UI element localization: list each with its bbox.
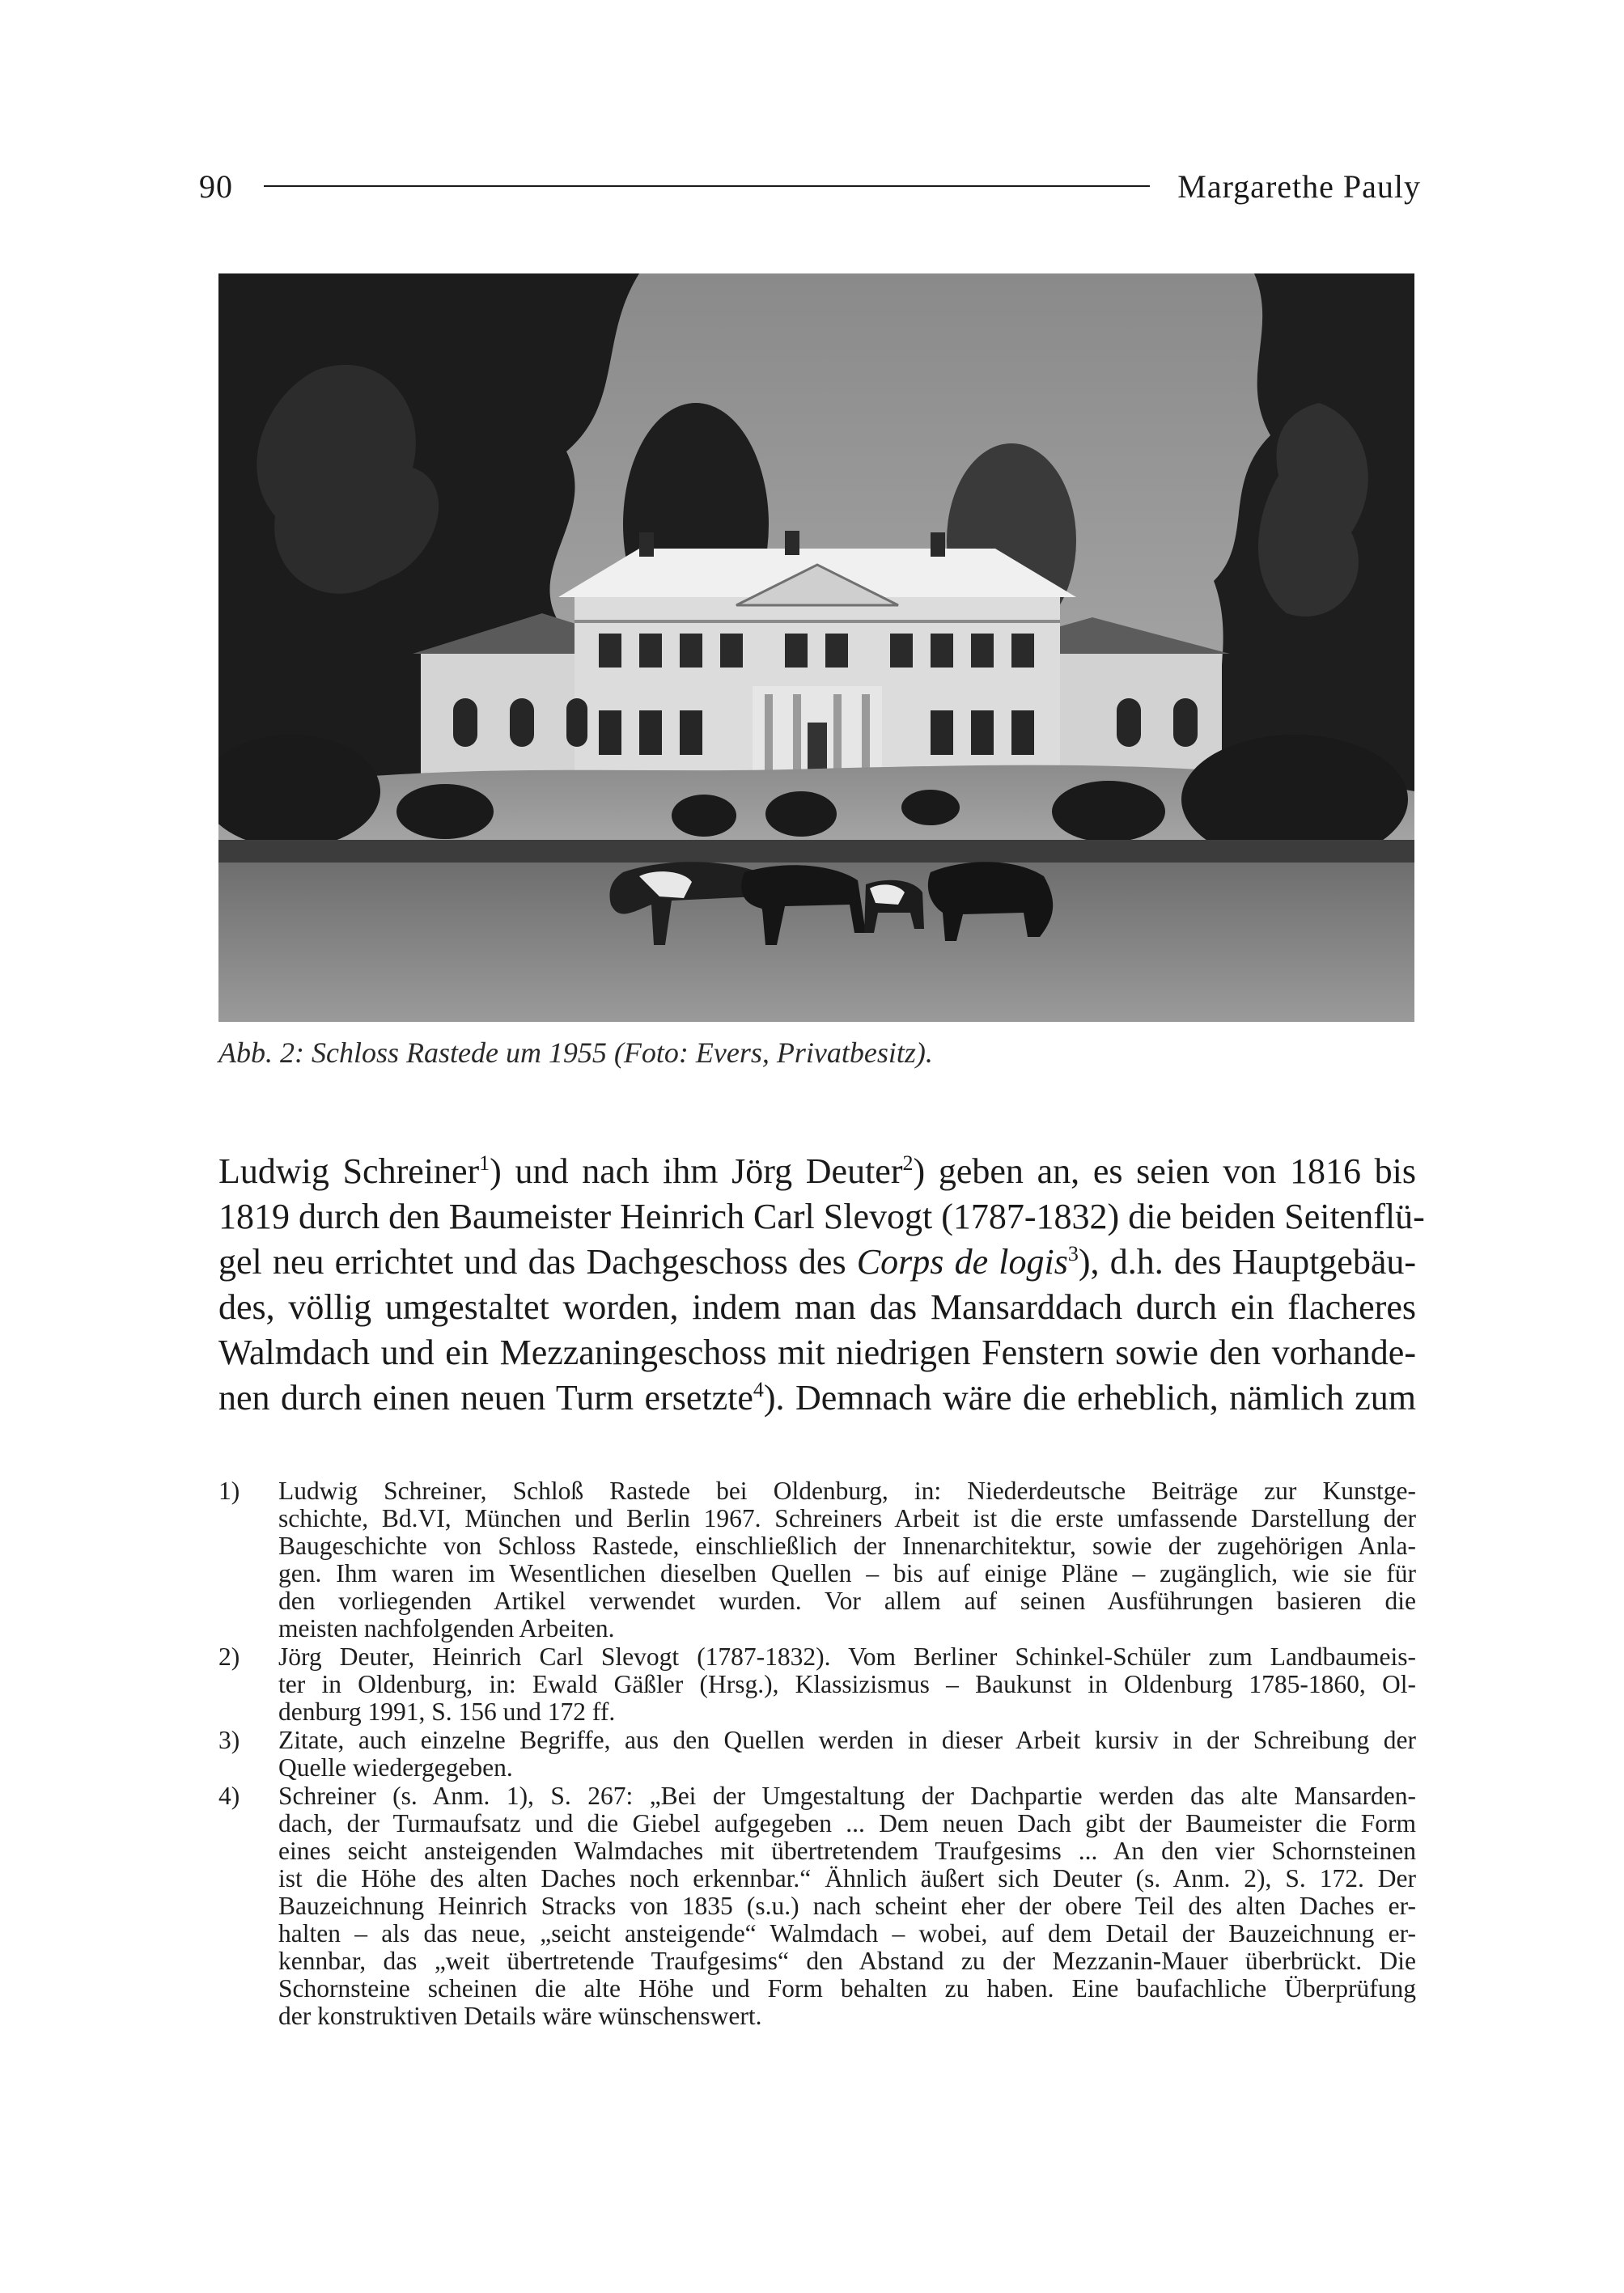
footnote-ref: 3: [1067, 1242, 1079, 1265]
footnote-line: schichte, Bd.VI, München und Berlin 1967. Schreiners Arbeit ist die erste umfassende Darstellung der: [278, 1504, 1416, 1532]
body-line: 1819 durch den Baumeister Heinrich Carl Slevogt (1787-1832) die beiden Seitenflü-: [218, 1197, 1425, 1236]
body-line: Walmdach und ein Mezzaningeschoss mit niedrigen Fenstern sowie den vorhande-: [218, 1333, 1416, 1372]
figure-caption: Abb. 2: Schloss Rastede um 1955 (Foto: Evers, Privatbesitz).: [218, 1036, 933, 1069]
footnote-ref: 4: [753, 1378, 764, 1401]
footnote-number: 3): [218, 1726, 240, 1754]
footnote-line: den vorliegenden Artikel verwendet wurden. Vor allem auf seinen Ausführungen basieren die: [278, 1587, 1416, 1615]
footnote-line: Zitate, auch einzelne Begriffe, aus den Quellen werden in dieser Arbeit kursiv in der Schreibung der: [278, 1726, 1416, 1754]
header-rule: [264, 185, 1150, 187]
photo-graphic: [218, 273, 1414, 1022]
footnote-line: Quelle wiedergegeben.: [278, 1753, 513, 1782]
footnote-1: [218, 1477, 1416, 1642]
photo-schloss-rastede: [218, 273, 1414, 1022]
footnote-number: 4): [218, 1782, 240, 1810]
footnote-line: meisten nachfolgenden Arbeiten.: [278, 1614, 615, 1642]
footnote-line: eines seicht ansteigenden Walmdaches mit übertretendem Traufgesims ... An den vier Schornsteinen: [278, 1837, 1416, 1865]
page-number: 90: [199, 167, 233, 205]
footnote-line: ter in Oldenburg, in: Ewald Gäßler (Hrsg.), Klassizismus – Baukunst in Oldenburg 1785-1860, Ol-: [278, 1670, 1416, 1698]
footnote-4: [218, 1782, 1416, 2030]
body-line: Ludwig Schreiner$^1$) und nach ihm Jörg Deuter$^2$) geben an, es seien von 1816 bis: [218, 1151, 1417, 1191]
footnote-line: halten – als das neue, „seicht ansteigende“ Walmdach – wobei, auf dem Detail der Bauzeichnung er-: [278, 1919, 1416, 1948]
body-line: nen durch einen neuen Turm ersetzte$^4$). Demnach wäre die erheblich, nämlich zum: [218, 1378, 1417, 1418]
footnote-ref: 1: [479, 1151, 490, 1175]
footnote-line: Schreiner (s. Anm. 1), S. 267: „Bei der Umgestaltung der Dachpartie werden das alte Mansarden-: [278, 1782, 1416, 1810]
footnote-2: [218, 1643, 1416, 1726]
footnote-line: gen. Ihm waren im Wesentlichen dieselben Quellen – bis auf einige Pläne – zugänglich, wie sie für: [278, 1559, 1416, 1587]
body-line: des, völlig umgestaltet worden, indem man das Mansarddach durch ein flacheres: [218, 1287, 1416, 1327]
footnote-line: Baugeschichte von Schloss Rastede, einschließlich der Innenarchitektur, sowie der zugehörigen Anla-: [278, 1532, 1416, 1560]
footnote-line: kennbar, das „weit übertretende Traufgesims“ den Abstand zu der Mezzanin-Mauer überbrückt. Die: [278, 1947, 1416, 1975]
footnote-line: denburg 1991, S. 156 und 172 ff.: [278, 1697, 616, 1726]
footnote-line: Bauzeichnung Heinrich Stracks von 1835 (s.u.) nach scheint eher der obere Teil des alten Daches er-: [278, 1892, 1416, 1920]
footnotes: [218, 1477, 1416, 2031]
footnote-line: Schornsteine scheinen die alte Höhe und Form behalten zu haben. Eine baufachliche Überprüfung: [278, 1974, 1416, 2003]
footnote-ref: 2: [902, 1151, 914, 1175]
running-author: Margarethe Pauly: [1177, 167, 1421, 205]
footnote-line: ist die Höhe des alten Daches noch erkennbar.“ Ähnlich äußert sich Deuter (s. Anm. 2), S. 172. Der: [278, 1864, 1416, 1892]
footnote-number: 1): [218, 1477, 240, 1505]
body-line: gel neu errichtet und das Dachgeschoss des Corps de logis$^3$), d.h. des Hauptgebäu-: [218, 1242, 1417, 1282]
body-paragraph: [218, 1149, 1425, 1421]
footnote-line: der konstruktiven Details wäre wünschenswert.: [278, 2002, 762, 2030]
footnote-3: [218, 1727, 1416, 1782]
footnote-line: Jörg Deuter, Heinrich Carl Slevogt (1787-1832). Vom Berliner Schinkel-Schüler zum Landbaumeis-: [278, 1642, 1416, 1671]
footnote-line: Ludwig Schreiner, Schloß Rastede bei Oldenburg, in: Niederdeutsche Beiträge zur Kunstge-: [278, 1477, 1416, 1505]
footnote-line: dach, der Turmaufsatz und die Giebel aufgegeben ... Dem neuen Dach gibt der Baumeister die Form: [278, 1809, 1416, 1837]
running-head: [199, 162, 1421, 210]
footnote-number: 2): [218, 1642, 240, 1671]
